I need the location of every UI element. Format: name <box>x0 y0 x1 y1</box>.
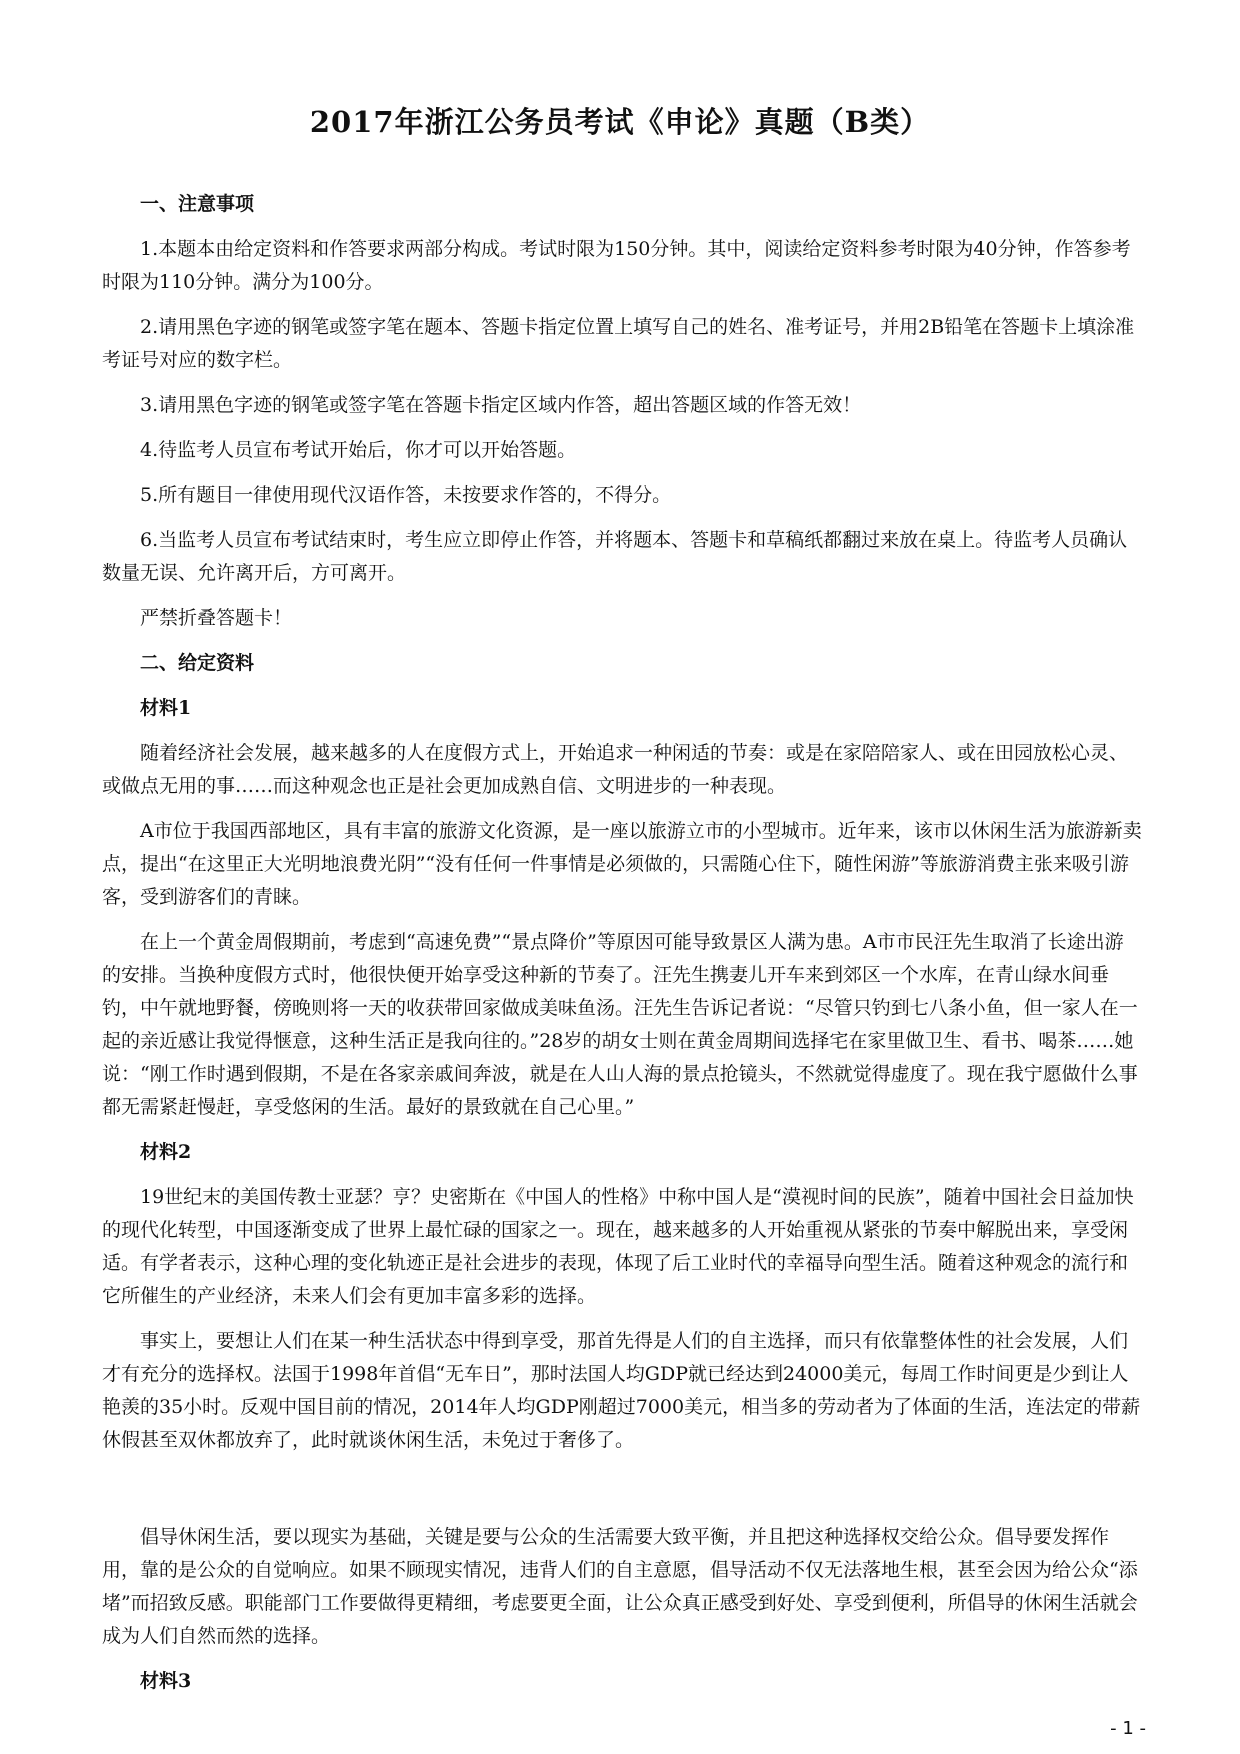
blank-gap <box>102 1469 1142 1521</box>
material-1-paragraph: A市位于我国西部地区，具有丰富的旅游文化资源，是一座以旅游立市的小型城市。近年来，该市以休闲生活为旅游新卖点，提出“在这里正大光明地浪费光阴”“没有任何一件事情是必须做的，只需随心住下，随性闲游”等旅游消费主张来吸引游客，受到游客们的青睐。 <box>102 820 1142 908</box>
material-2-paragraph: 倡导休闲生活，要以现实为基础，关键是要与公众的生活需要大致平衡，并且把这种选择权交给公众。倡导要发挥作用，靠的是公众的自觉响应。如果不顾现实情况，违背人们的自主意愿，倡导活动不仅无法落地生根，甚至会因为给公众“添堵”而招致反感。职能部门工作要做得更精细，考虑要更全面，让公众真正感受到好处、享受到便利，所倡导的休闲生活就会成为人们自然而然的选择。 <box>102 1526 1138 1647</box>
document-body <box>102 188 1142 1710</box>
page-number: - 1 - <box>1110 1718 1146 1739</box>
material-3-label: 材料3 <box>140 1670 192 1692</box>
material-2-paragraph: 19世纪末的美国传教士亚瑟？亨？史密斯在《中国人的性格》中称中国人是“漠视时间的民族”，随着中国社会日益加快的现代化转型，中国逐渐变成了世界上最忙碌的国家之一。现在，越来越多的人开始重视从紧张的节奏中解脱出来，享受闲适。有学者表示，这种心理的变化轨迹正是社会进步的表现，体现了后工业时代的幸福导向型生活。随着这种观念的流行和它所催生的产业经济，未来人们会有更加丰富多彩的选择。 <box>102 1186 1134 1307</box>
notice-item-6: 6.当监考人员宣布考试结束时，考生应立即停止作答，并将题本、答题卡和草稿纸都翻过来放在桌上。待监考人员确认数量无误、允许离开后，方可离开。 <box>102 529 1128 584</box>
notice-item-4: 4.待监考人员宣布考试开始后，你才可以开始答题。 <box>140 439 577 461</box>
notice-item-1: 1.本题本由给定资料和作答要求两部分构成。考试时限为150分钟。其中，阅读给定资料参考时限为40分钟，作答参考时限为110分钟。满分为100分。 <box>102 238 1131 293</box>
section-heading-notes: 一、注意事项 <box>140 193 255 215</box>
notice-item-3: 3.请用黑色字迹的钢笔或签字笔在答题卡指定区域内作答，超出答题区域的作答无效！ <box>140 394 862 416</box>
document-title: 2017年浙江公务员考试《申论》真题（B类） <box>309 105 931 139</box>
material-2-paragraph: 事实上，要想让人们在某一种生活状态中得到享受，那首先得是人们的自主选择，而只有依靠整体性的社会发展，人们才有充分的选择权。法国于1998年首倡“无车日”，那时法国人均GDP就已经达到24000美元，每周工作时间更是少到让人艳羡的35小时。反观中国目前的情况，2014年人均GDP刚超过7000美元，相当多的劳动者为了体面的生活，连法定的带薪休假甚至双休都放弃了，此时就谈休闲生活，未免过于奢侈了。 <box>102 1330 1141 1451</box>
section-heading-materials: 二、给定资料 <box>140 652 255 674</box>
notice-item-2: 2.请用黑色字迹的钢笔或签字笔在题本、答题卡指定位置上填写自己的姓名、准考证号，并用2B铅笔在答题卡上填涂准考证号对应的数字栏。 <box>102 316 1135 371</box>
material-1-paragraph: 随着经济社会发展，越来越多的人在度假方式上，开始追求一种闲适的节奏：或是在家陪陪家人、或在田园放松心灵、或做点无用的事……而这种观念也正是社会更加成熟自信、文明进步的一种表现。 <box>102 742 1129 797</box>
notice-item-5: 5.所有题目一律使用现代汉语作答，未按要求作答的，不得分。 <box>140 484 672 506</box>
material-2-label: 材料2 <box>140 1141 192 1163</box>
notice-warning: 严禁折叠答题卡！ <box>140 607 293 629</box>
material-1-label: 材料1 <box>140 697 192 719</box>
material-1-paragraph: 在上一个黄金周假期前，考虑到“高速免费”“景点降价”等原因可能导致景区人满为患。A市市民汪先生取消了长途出游的安排。当换种度假方式时，他很快便开始享受这种新的节奏了。汪先生携妻儿开车来到郊区一个水库，在青山绿水间垂钓，中午就地野餐，傍晚则将一天的收获带回家做成美味鱼汤。汪先生告诉记者说：“尽管只钓到七八条小鱼，但一家人在一起的亲近感让我觉得惬意，这种生活正是我向往的。”28岁的胡女士则在黄金周期间选择宅在家里做卫生、看书、喝茶……她说：“刚工作时遇到假期，不是在各家亲戚间奔波，就是在人山人海的景点抢镜头，不然就觉得虚度了。现在我宁愿做什么事都无需紧赶慢赶，享受悠闲的生活。最好的景致就在自己心里。” <box>102 931 1138 1118</box>
